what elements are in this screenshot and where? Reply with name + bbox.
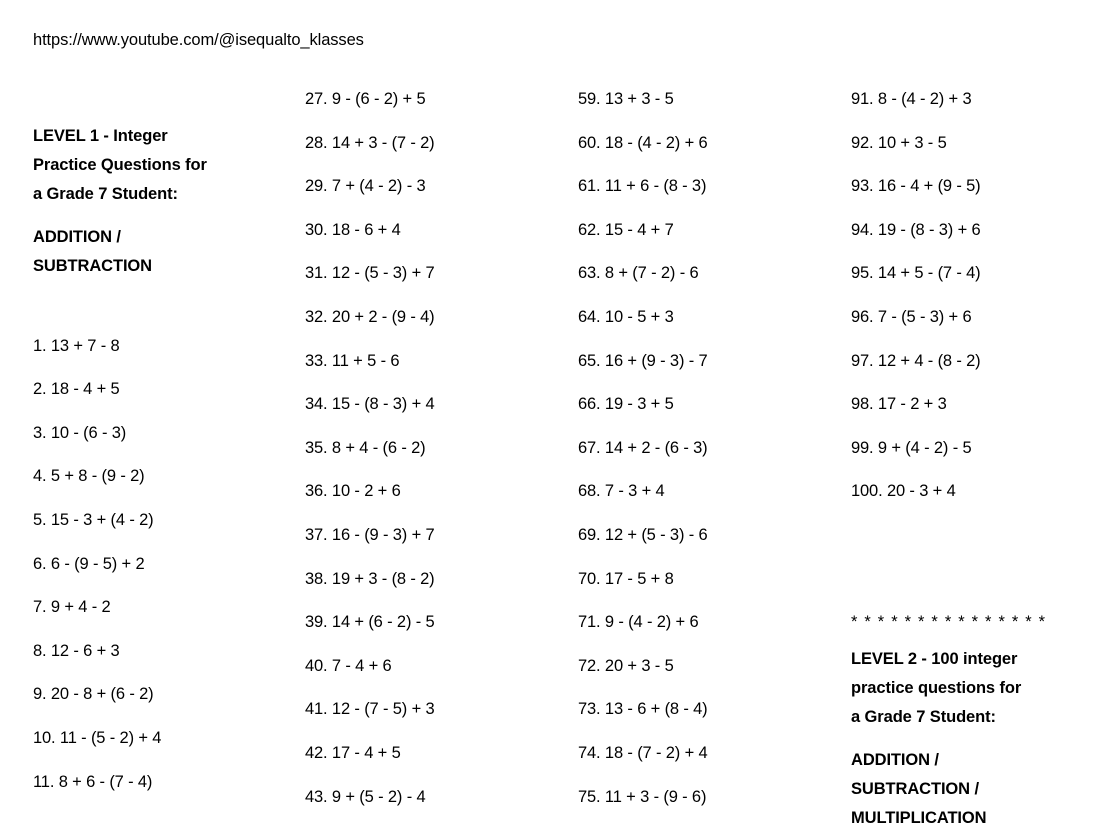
- question-item: 9. 20 - 8 + (6 - 2): [33, 685, 154, 704]
- question-item: 63. 8 + (7 - 2) - 6: [578, 264, 699, 283]
- question-item: 40. 7 - 4 + 6: [305, 656, 392, 675]
- level2-ops-line-1: ADDITION /: [851, 751, 939, 770]
- question-item: 99. 9 + (4 - 2) - 5: [851, 438, 972, 457]
- heading-gap: [851, 732, 1091, 747]
- section-separator: * * * * * * * * * * * * * * *: [851, 613, 1047, 632]
- question-item: 29. 7 + (4 - 2) - 3: [305, 177, 426, 196]
- question-item: 27. 9 - (6 - 2) + 5: [305, 90, 426, 108]
- question-item: 73. 13 - 6 + (8 - 4): [578, 700, 708, 719]
- question-item: 98. 17 - 2 + 3: [851, 395, 947, 414]
- level2-title-line-1: LEVEL 2 - 100 integer: [851, 649, 1018, 668]
- question-item: 3. 10 - (6 - 3): [33, 423, 127, 442]
- question-item: 1. 13 + 7 - 8: [33, 336, 120, 355]
- question-item: 96. 7 - (5 - 3) + 6: [851, 307, 972, 326]
- question-item: 64. 10 - 5 + 3: [578, 307, 674, 326]
- question-item: 43. 9 + (5 - 2) - 4: [305, 787, 426, 806]
- question-item: 2. 18 - 4 + 5: [33, 380, 120, 399]
- question-item: 91. 8 - (4 - 2) + 3: [851, 90, 972, 108]
- level1-ops-line-2: SUBTRACTION: [33, 257, 152, 276]
- level1-title-line-1: LEVEL 1 - Integer: [33, 126, 168, 145]
- question-item: 97. 12 + 4 - (8 - 2): [851, 351, 981, 370]
- question-item: 6. 6 - (9 - 5) + 2: [33, 554, 145, 573]
- question-item: 66. 19 - 3 + 5: [578, 395, 674, 414]
- question-item: 68. 7 - 3 + 4: [578, 482, 665, 501]
- question-item: 71. 9 - (4 - 2) + 6: [578, 613, 699, 632]
- question-item: 36. 10 - 2 + 6: [305, 482, 401, 501]
- question-item: 74. 18 - (7 - 2) + 4: [578, 743, 708, 762]
- level1-title-line-2: Practice Questions for: [33, 155, 207, 174]
- channel-url: https://www.youtube.com/@isequalto_klasses: [33, 31, 364, 49]
- question-item: 4. 5 + 8 - (9 - 2): [33, 467, 145, 486]
- question-item: 67. 14 + 2 - (6 - 3): [578, 438, 708, 457]
- question-item: 31. 12 - (5 - 3) + 7: [305, 264, 435, 283]
- question-item: 100. 20 - 3 + 4: [851, 482, 956, 501]
- question-item: 39. 14 + (6 - 2) - 5: [305, 613, 435, 632]
- question-item: 34. 15 - (8 - 3) + 4: [305, 395, 435, 414]
- question-item: 10. 11 - (5 - 2) + 4: [33, 729, 162, 748]
- question-item: 33. 11 + 5 - 6: [305, 351, 400, 370]
- question-item: 37. 16 - (9 - 3) + 7: [305, 525, 435, 544]
- level2-ops-line-2: SUBTRACTION /: [851, 780, 979, 799]
- level1-heading: [33, 122, 295, 282]
- column-2: [305, 78, 570, 819]
- question-item: 41. 12 - (7 - 5) + 3: [305, 700, 435, 719]
- spacer-block: [33, 281, 295, 325]
- question-item: 5. 15 - 3 + (4 - 2): [33, 511, 154, 530]
- spacer-block: [851, 514, 1091, 601]
- question-item: 95. 14 + 5 - (7 - 4): [851, 264, 981, 283]
- question-item: 60. 18 - (4 - 2) + 6: [578, 133, 708, 152]
- question-item: 65. 16 + (9 - 3) - 7: [578, 351, 708, 370]
- question-item: 11. 8 + 6 - (7 - 4): [33, 772, 153, 791]
- column-4: [851, 78, 1091, 833]
- question-item: 59. 13 + 3 - 5: [578, 90, 674, 108]
- question-item: 70. 17 - 5 + 8: [578, 569, 674, 588]
- column-3: [578, 78, 843, 819]
- question-item: 28. 14 + 3 - (7 - 2): [305, 133, 435, 152]
- question-item: 72. 20 + 3 - 5: [578, 656, 674, 675]
- level1-ops-line-1: ADDITION /: [33, 228, 121, 247]
- question-item: 42. 17 - 4 + 5: [305, 743, 401, 762]
- level2-title-line-2: practice questions for: [851, 678, 1022, 697]
- level2-title-line-3: a Grade 7 Student:: [851, 707, 996, 726]
- question-item: 32. 20 + 2 - (9 - 4): [305, 307, 435, 326]
- question-item: 61. 11 + 6 - (8 - 3): [578, 177, 707, 196]
- level2-ops-line-3: MULTIPLICATION: [851, 809, 987, 828]
- heading-gap: [33, 209, 295, 224]
- question-item: 69. 12 + (5 - 3) - 6: [578, 525, 708, 544]
- question-item: 93. 16 - 4 + (9 - 5): [851, 177, 981, 196]
- column-1: [33, 78, 295, 804]
- question-item: 75. 11 + 3 - (9 - 6): [578, 787, 707, 806]
- level1-title-line-3: a Grade 7 Student:: [33, 184, 178, 203]
- level2-heading: [851, 645, 1091, 833]
- question-item: 30. 18 - 6 + 4: [305, 220, 401, 239]
- question-item: 38. 19 + 3 - (8 - 2): [305, 569, 435, 588]
- question-item: 62. 15 - 4 + 7: [578, 220, 674, 239]
- question-item: 94. 19 - (8 - 3) + 6: [851, 220, 981, 239]
- question-item: 8. 12 - 6 + 3: [33, 641, 120, 660]
- question-item: 7. 9 + 4 - 2: [33, 598, 111, 617]
- question-item: 35. 8 + 4 - (6 - 2): [305, 438, 426, 457]
- spacer-line: [33, 78, 295, 122]
- question-item: 92. 10 + 3 - 5: [851, 133, 947, 152]
